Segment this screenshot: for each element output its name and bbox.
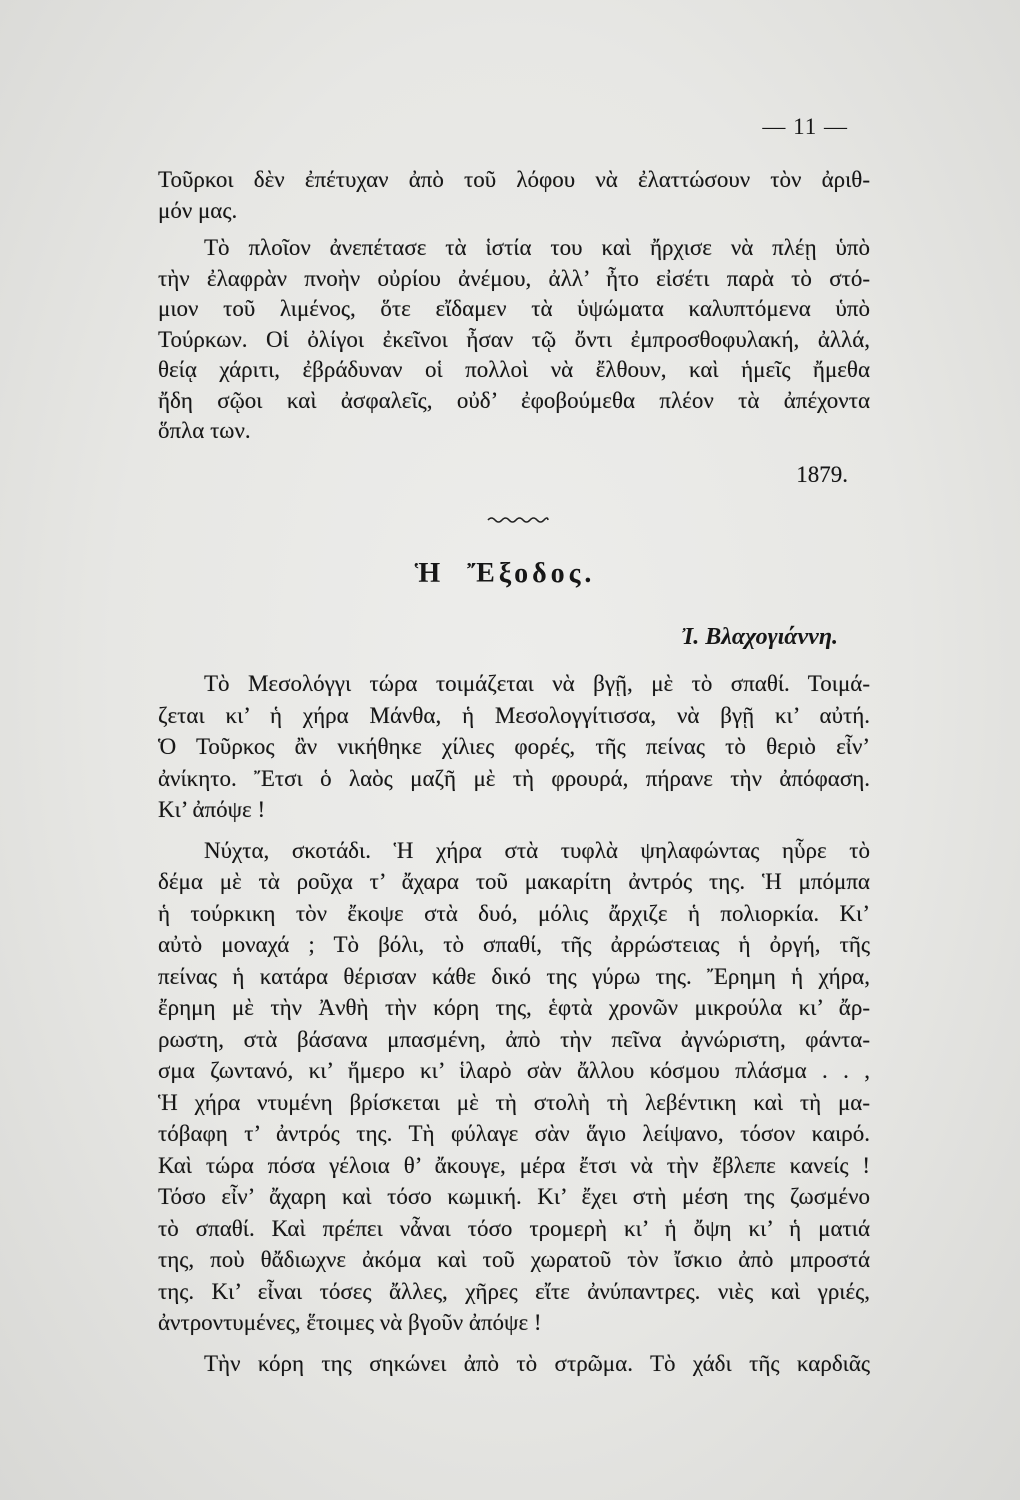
text-line: ἡ τούρκικη τὸν ἔκοψε στὰ δυό, μόλις ἄρχιζε ἡ πολιορκία. Κι’ bbox=[158, 900, 870, 926]
text-line: Τὸ Μεσολόγγι τώρα τοιμάζεται νὰ βγῇ, μὲ τὸ σπαθί. Τοιμά- bbox=[204, 671, 870, 696]
text-line: ρωστη, στὰ βάσανα μπασμένη, ἀπὸ τὴν πεῖνα ἀγνώριστη, φάντα- bbox=[158, 1026, 870, 1052]
text-line: Τούρκων. Οἱ ὀλίγοι ἐκεῖνοι ἦσαν τῷ ὄντι ἐμπροσθοφυλακή, ἀλλά, bbox=[158, 326, 870, 352]
paragraph bbox=[158, 835, 870, 1339]
text-line: Νύχτα, σκοτάδι. Ἡ χήρα στὰ τυφλὰ ψηλαφώντας ηὗρε τὸ bbox=[204, 837, 870, 863]
story-body bbox=[158, 668, 870, 1379]
text-line: ὅπλα των. bbox=[158, 418, 251, 443]
text-line: Τόσο εἶν’ ἄχαρη καὶ τόσο κωμική. Κι’ ἔχει στὴ μέση της ζωσμένο bbox=[158, 1184, 870, 1209]
text-line: Τὸ πλοῖον ἀνεπέτασε τὰ ἱστία του καὶ ἤρχισε νὰ πλέῃ ὑπὸ bbox=[204, 235, 870, 260]
paragraph bbox=[158, 165, 870, 226]
text-line: ἤδη σῷοι καὶ ἀσφαλεῖς, οὐδ’ ἐφοβούμεθα πλέον τὰ ἀπέχοντα bbox=[158, 387, 870, 413]
story-author: Ἰ. Βλαχογιάννη. bbox=[681, 624, 838, 650]
text-line: πείνας ἡ κατάρα θέρισαν κάθε δικό της γύρω της. Ἔρημη ἡ χήρα, bbox=[158, 963, 870, 989]
text-line: ἀντροντυμένες, ἕτοιμες νὰ βγοῦν ἀπόψε ! bbox=[158, 1310, 542, 1335]
text-line: δέμα μὲ τὰ ροῦχα τ’ ἄχαρα τοῦ μακαρίτη ἀντρός της. Ἡ μπόμπα bbox=[158, 869, 870, 894]
text-line: της, ποὺ θἄδιωχνε ἀκόμα καὶ τοῦ χωρατοῦ τὸν ἴσκιο ἀπὸ μπροστά bbox=[158, 1247, 870, 1272]
text-line: αὐτὸ μοναχά ; Τὸ βόλι, τὸ σπαθί, τῆς ἀρρώστειας ἡ ὀργή, τῆς bbox=[158, 932, 870, 957]
text-line: ἔρημη μὲ τὴν Ἀνθὴ τὴν κόρη της, ἑφτὰ χρονῶν μικρούλα κι’ ἄρ- bbox=[158, 995, 870, 1020]
text-line: μιον τοῦ λιμένος, ὅτε εἴδαμεν τὰ ὑψώματα καλυπτόμενα ὑπὸ bbox=[158, 296, 870, 321]
text-line: τόβαφη τ’ ἀντρός της. Τὴ φύλαγε σὰν ἅγιο λείψανο, τόσον καιρό. bbox=[158, 1121, 870, 1146]
decorative-divider bbox=[487, 515, 549, 525]
text-line: ἀνίκητο. Ἔτσι ὁ λαὸς μαζῆ μὲ τὴ φρουρά, πήρανε τὴν ἀπόφαση. bbox=[158, 765, 870, 791]
piece-date: 1879. bbox=[796, 462, 848, 487]
text-line: τὴν ἐλαφρὰν πνοὴν οὐρίου ἀνέμου, ἀλλ’ ἦτο εἰσέτι παρὰ τὸ στό- bbox=[158, 265, 870, 291]
paragraph bbox=[158, 1348, 870, 1380]
paragraph bbox=[158, 233, 870, 447]
text-line: Ἡ χήρα ντυμένη βρίσκεται μὲ τὴ στολὴ τὴ λεβέντικη καὶ τὴ μα- bbox=[158, 1089, 870, 1115]
text-line: Καὶ τώρα πόσα γέλοια θ’ ἄκουγε, μέρα ἔτσι νὰ τὴν ἔβλεπε κανείς ! bbox=[158, 1152, 870, 1178]
story-title: Ἡ Ἔξοδος. bbox=[414, 558, 596, 589]
text-line: Τοῦρκοι δὲν ἐπέτυχαν ἀπὸ τοῦ λόφου νὰ ἐλαττώσουν τὸν ἀριθ- bbox=[158, 167, 870, 192]
previous-piece-ending bbox=[158, 165, 870, 447]
text-line: ζεται κι’ ἡ χήρα Μάνθα, ἡ Μεσολογγίτισσα, νὰ βγῇ κι’ αὐτή. bbox=[158, 702, 870, 728]
text-line: Τὴν κόρη της σηκώνει ἀπὸ τὸ στρῶμα. Τὸ χάδι τῆς καρδιᾶς bbox=[204, 1350, 870, 1376]
text-line: μόν μας. bbox=[158, 197, 238, 223]
paragraph bbox=[158, 668, 870, 826]
text-line: της. Κι’ εἶναι τόσες ἄλλες, χῆρες εἴτε ἀνύπαντρες. νιὲς καὶ γριές, bbox=[158, 1278, 870, 1304]
text-line: τὸ σπαθί. Καὶ πρέπει νἆναι τόσο τρομερὴ κι’ ἡ ὄψη κι’ ἡ ματιά bbox=[158, 1215, 870, 1241]
text-line: Κι’ ἀπόψε ! bbox=[158, 797, 266, 822]
page-number: — 11 — bbox=[762, 114, 848, 139]
text-line: σμα ζωντανό, κι’ ἥμερο κι’ ἱλαρὸ σὰν ἄλλου κόσμου πλάσμα . . , bbox=[158, 1058, 870, 1083]
text-line: θείᾳ χάριτι, ἐβράδυναν οἱ πολλοὶ νὰ ἔλθουν, καὶ ἡμεῖς ἤμεθα bbox=[158, 357, 870, 382]
text-line: Ὁ Τοῦρκος ἂν νικήθηκε χίλιες φορές, τῆς πείνας τὸ θεριὸ εἶν’ bbox=[158, 734, 870, 759]
